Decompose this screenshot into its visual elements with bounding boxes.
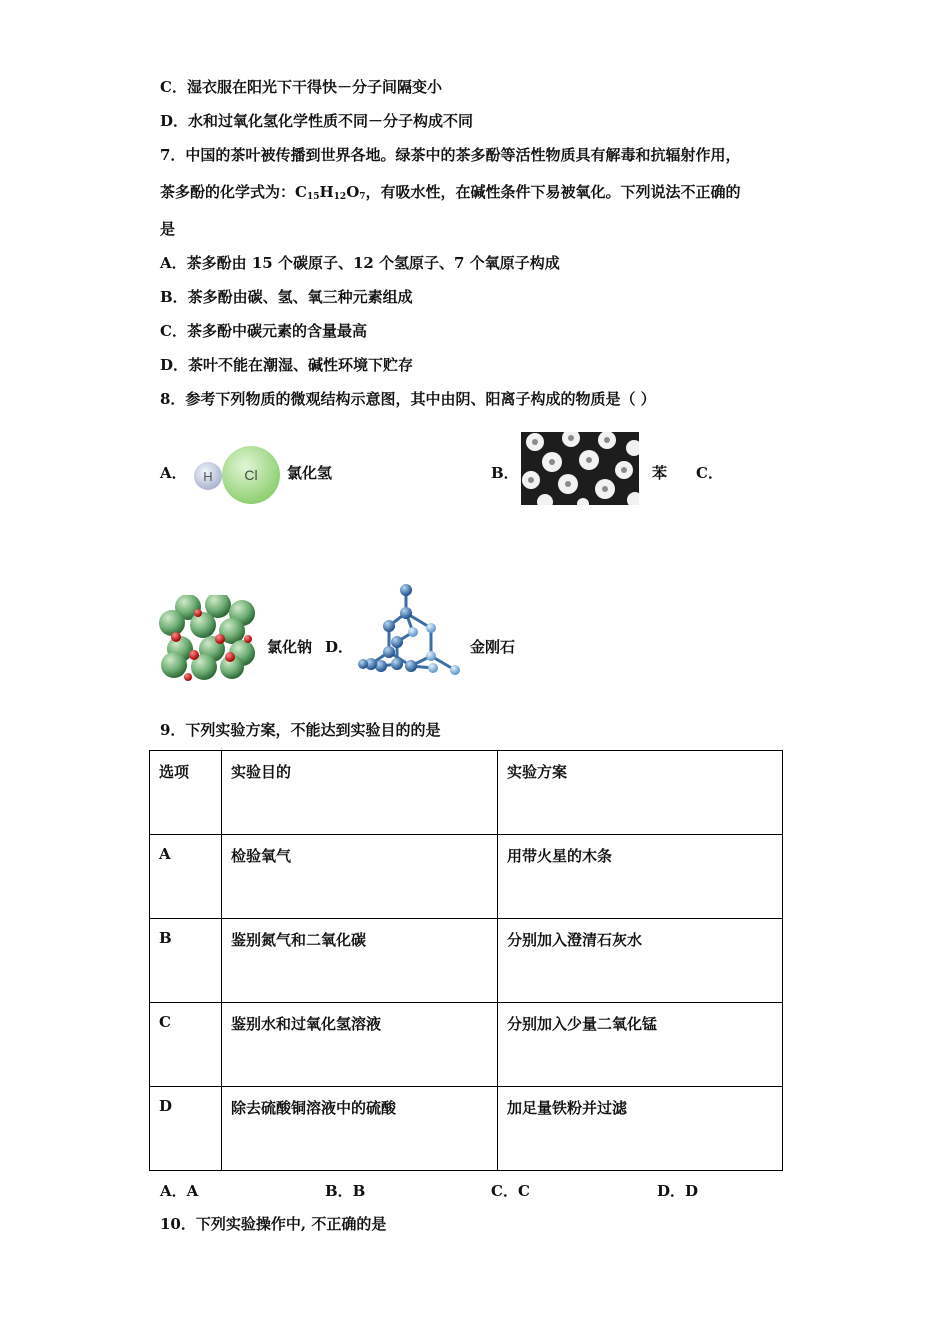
row-purpose: 鉴别水和过氧化氢溶液: [222, 1003, 498, 1087]
row-plan: 用带火星的木条: [498, 835, 783, 919]
atom-h-label: H: [203, 469, 213, 484]
q7-option-c: C．茶多酚中碳元素的含量最高: [160, 322, 367, 340]
formula-sub-c: 15: [306, 192, 320, 202]
header-purpose: 实验目的: [222, 751, 498, 835]
table-row: [150, 919, 783, 1003]
formula-sub-o: 7: [359, 192, 366, 202]
q7-stem-line2: [160, 182, 741, 207]
row-purpose: 检验氧气: [222, 835, 498, 919]
q6-option-d: D．水和过氧化氢化学性质不同－分子构成不同: [160, 112, 474, 130]
atom-cl-label: Cl: [244, 467, 258, 483]
row-option: C: [150, 1003, 222, 1087]
table-header-row: [150, 751, 783, 835]
q8-option-d-name: 金刚石: [470, 638, 516, 656]
q6-option-c: C．湿衣服在阳光下干得快－分子间隔变小: [160, 78, 442, 96]
q8-option-a-name: 氯化氢: [287, 464, 333, 482]
q10-stem: 10．下列实验操作中, 不正确的是: [160, 1215, 387, 1233]
hcl-molecule-figure: [188, 443, 283, 509]
q8-option-c-label: C．: [696, 464, 723, 482]
q7-option-a: A．茶多酚由 15 个碳原子、12 个氢原子、7 个氧原子构成: [160, 254, 560, 272]
diamond-structure-figure: [353, 580, 471, 682]
formula-h: H: [319, 183, 334, 201]
header-plan: 实验方案: [498, 751, 783, 835]
formula-sub-h: 12: [333, 192, 347, 202]
experiment-table: [149, 750, 783, 1171]
q8-option-d-label: D．: [325, 638, 354, 656]
q9-option-b: B．B: [325, 1182, 366, 1200]
q8-option-c-name: 氯化钠: [267, 638, 313, 656]
q7-formula-prefix: 茶多酚的化学式为：C: [160, 183, 307, 201]
q7-option-b: B．茶多酚由碳、氢、氧三种元素组成: [160, 288, 413, 306]
row-plan: 分别加入澄清石灰水: [498, 919, 783, 1003]
row-option: A: [150, 835, 222, 919]
q7-stem-line2-rest: ，有吸水性，在碱性条件下易被氧化。下列说法不正确的: [365, 183, 741, 201]
q7-option-d: D．茶叶不能在潮湿、碱性环境下贮存: [160, 356, 414, 374]
q9-stem: 9．下列实验方案，不能达到实验目的的是: [160, 721, 441, 739]
formula-o: O: [346, 183, 360, 201]
table-row: [150, 1003, 783, 1087]
row-purpose: 除去硫酸铜溶液中的硫酸: [222, 1087, 498, 1171]
q7-stem-line1: 7．中国的茶叶被传播到世界各地。绿茶中的茶多酚等活性物质具有解毒和抗辐射作用，: [160, 146, 741, 164]
q8-option-b-label: B．: [491, 464, 519, 482]
q9-option-d: D．D: [657, 1182, 699, 1200]
row-plan: 分别加入少量二氧化锰: [498, 1003, 783, 1087]
q9-option-a: A．A: [160, 1182, 199, 1200]
nacl-lattice-figure: [158, 595, 258, 681]
header-option: 选项: [150, 751, 222, 835]
q8-stem: 8．参考下列物质的微观结构示意图，其中由阴、阳离子构成的物质是（ ）: [160, 390, 656, 408]
q9-option-c: C．C: [491, 1182, 530, 1200]
q8-option-a-label: A．: [160, 464, 187, 482]
benzene-micrograph-figure: [521, 432, 639, 505]
q8-option-b-name: 苯: [652, 464, 668, 482]
table-row: [150, 835, 783, 919]
row-plan: 加足量铁粉并过滤: [498, 1087, 783, 1171]
row-option: B: [150, 919, 222, 1003]
q7-stem-line3: 是: [160, 220, 176, 238]
row-purpose: 鉴别氮气和二氧化碳: [222, 919, 498, 1003]
table-row: [150, 1087, 783, 1171]
row-option: D: [150, 1087, 222, 1171]
